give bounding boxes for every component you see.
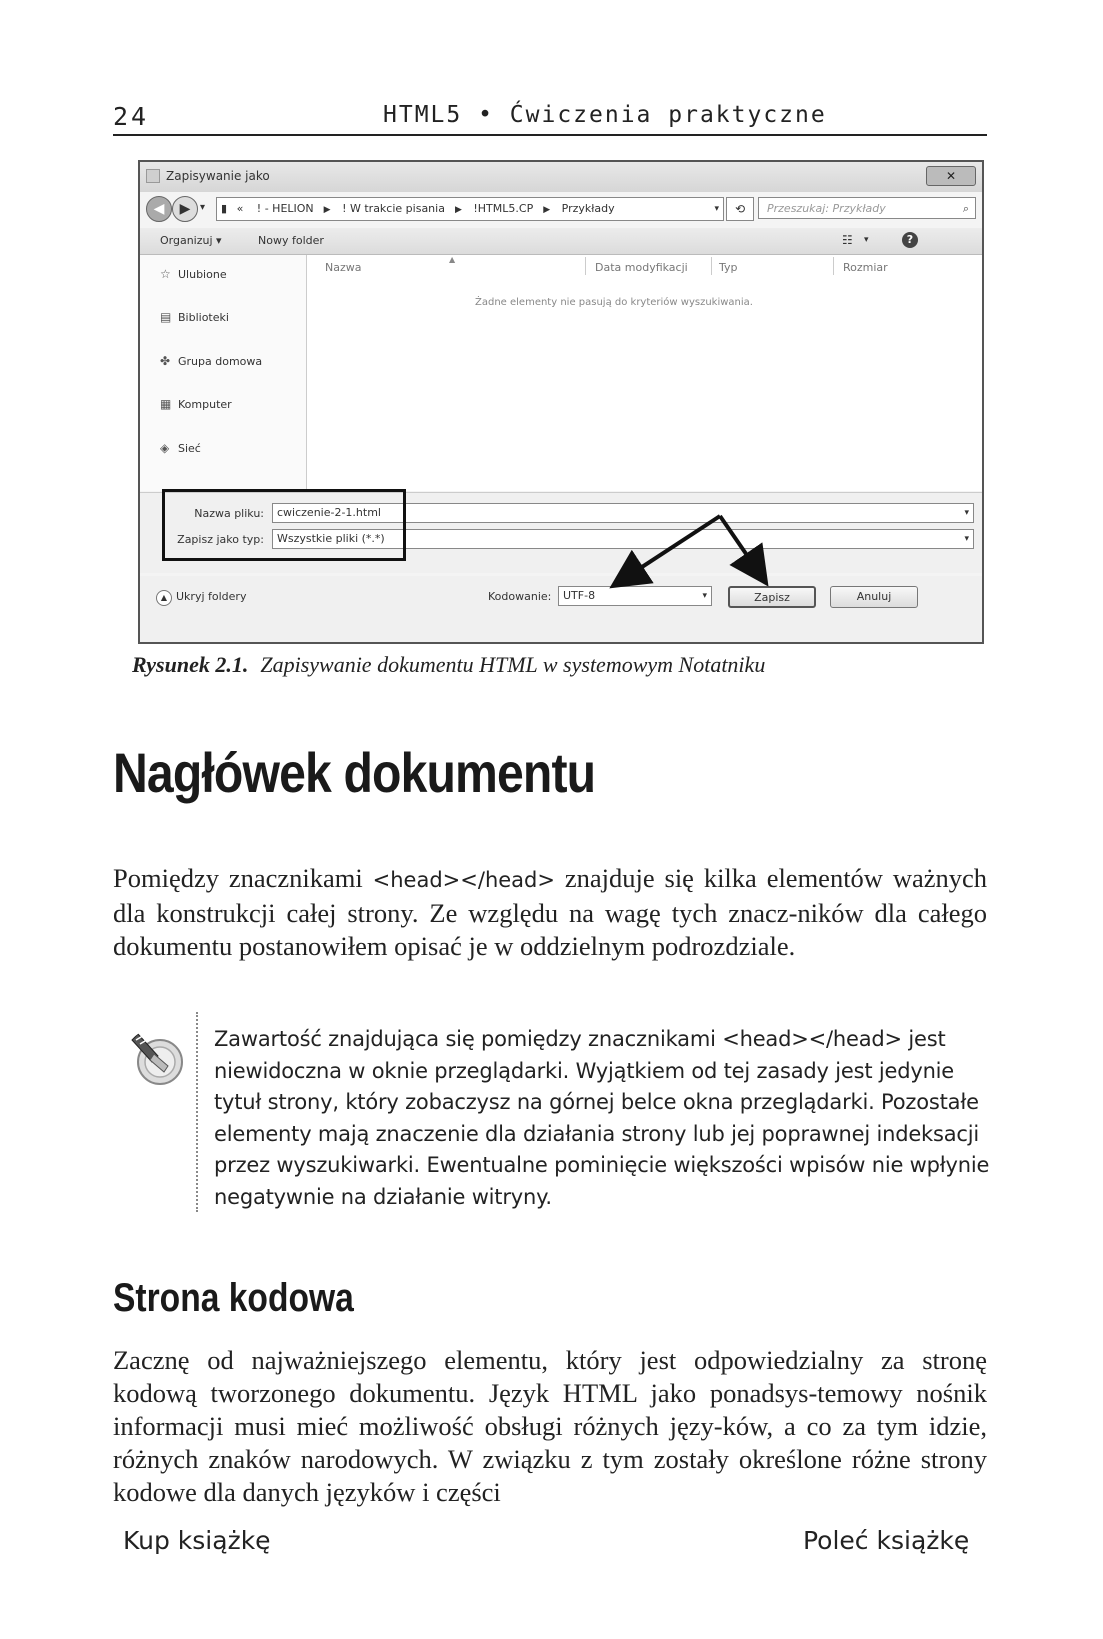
arrow-to-encoding [616,516,720,584]
nav-item-label: Ulubione [178,268,227,281]
column-header-type[interactable]: Typ [719,261,738,274]
sort-arrow-icon: ▲ [449,255,456,264]
encoding-dropdown-icon[interactable]: ▾ [702,591,707,601]
homegroup-icon: ✤ [160,354,171,368]
page-number: 24 [113,102,150,131]
close-icon[interactable]: ✕ [926,166,976,186]
paragraph-text: znajduje się kilka elementów ważnych dla konstrukcji całej strony. Ze względu na wagę tych znacz-ników dla całego dokumentu postanowiłem opisać je w oddzielnym podrozdziale. [113,863,988,961]
dialog-title: Zapisywanie jako [166,169,270,183]
breadcrumb-item[interactable]: ! - HELION [256,202,314,215]
arrow-to-save [720,516,764,580]
new-folder-button[interactable]: Nowy folder [258,234,324,247]
view-dropdown-icon[interactable]: ▾ [864,235,869,245]
breadcrumb-separator-icon: ▶ [543,205,551,215]
nav-item-label: Sieć [178,442,201,455]
filetype-dropdown-icon[interactable]: ▾ [964,534,969,544]
breadcrumb-separator-icon: ▶ [454,205,462,215]
note-divider [196,1012,198,1212]
nav-item-label: Komputer [178,398,232,411]
note-box [128,1012,988,1214]
filename-label: Nazwa pliku: [194,507,264,520]
help-icon[interactable]: ? [902,232,918,248]
cancel-button[interactable]: Anuluj [830,586,918,608]
subsection-paragraph: Zacznę od najważniejszego elementu, który jest odpowiedzialny za stronę kodową tworzonego dokumentu. Język HTML jako ponadsys-temowy nośnik informacji musi mieć możliwość obsługi różnych języ-ków, a co za tym idzie, różnych znaków narodowych. W związku z tym zostały określone różne strony kodowe dla danych języków i części [113,1345,987,1507]
refresh-icon[interactable]: ⟲ [726,197,754,221]
encoding-value: UTF-8 [563,589,596,602]
breadcrumb-item[interactable]: ! W trakcie pisania [342,202,445,215]
folder-icon: ▮ [221,202,228,215]
inline-code: <head></head> [372,868,555,892]
recommend-book-link[interactable]: Poleć książkę [803,1526,970,1555]
inline-code: <head></head> [722,1027,902,1051]
book-title: HTML5 • Ćwiczenia praktyczne [383,102,827,128]
search-icon[interactable]: ⌕ [962,202,969,215]
address-dropdown-icon[interactable]: ▾ [714,204,719,214]
back-arrow-icon[interactable]: ◀ [146,196,172,222]
figure-caption-text: Zapisywanie dokumentu HTML w systemowym Notatniku [260,652,766,677]
nav-item-label: Grupa domowa [178,355,263,368]
search-placeholder: Przeszukaj: Przykłady [767,202,886,215]
empty-results-message: Żadne elementy nie pasują do kryteriów wyszukiwania. [475,297,753,308]
library-icon: ▤ [160,310,172,324]
filename-dropdown-icon[interactable]: ▾ [964,508,969,518]
collapse-icon: ▲ [156,590,172,606]
network-icon: ◈ [160,441,170,455]
hide-folders-label: Ukryj foldery [176,590,247,603]
column-header-size[interactable]: Rozmiar [843,261,888,274]
forward-arrow-icon[interactable]: ▶ [172,196,198,222]
organize-button[interactable]: Organizuj ▾ [160,234,222,247]
breadcrumb-item[interactable]: Przykłady [561,202,615,215]
note-text-part: Zawartość znajdująca się pomiędzy znacznikami [214,1027,723,1051]
filetype-value: Wszystkie pliki (*.*) [277,532,385,545]
save-as-dialog-figure [138,160,984,644]
filename-value: cwiczenie-2-1.html [277,506,381,519]
figure-caption [132,652,765,678]
column-header-name[interactable]: Nazwa [325,261,362,274]
nav-item-label: Biblioteki [178,311,229,324]
save-button[interactable]: Zapisz [728,586,816,608]
star-icon: ☆ [160,267,171,281]
column-header-modified[interactable]: Data modyfikacji [595,261,688,274]
subsection-heading: Strona kodowa [113,1276,354,1320]
section-paragraph [113,862,987,963]
computer-icon: ▦ [160,397,172,411]
section-heading: Nagłówek dokumentu [113,741,596,804]
figure-number: Rysunek 2.1. [132,652,249,677]
encoding-label: Kodowanie: [488,590,552,603]
view-options-icon[interactable]: ☷ [842,233,853,247]
page-header [113,96,987,136]
annotation-arrows [140,162,984,644]
note-text [214,1024,992,1213]
breadcrumb-item[interactable]: !HTML5.CP [473,202,534,215]
filetype-label: Zapisz jako typ: [177,533,264,546]
note-text-part: jest niewidoczna w oknie przeglądarki. Wyjątkiem od tej zasady jest jedynie tytuł strony, który zobaczysz na górnej belce okna przeglądarki. Pozostałe elementy mają znaczenie dla działania strony lub jej poprawnej indeksacji przez wyszukiwarki. Ewentualne pominięcie większości wpisów nie wpłynie negatywnie na działanie witryny. [214,1027,990,1209]
lightbulb-icon [128,1026,188,1086]
breadcrumb-separator-icon: ▶ [323,205,331,215]
buy-book-link[interactable]: Kup książkę [123,1526,271,1555]
history-dropdown-icon[interactable]: ▾ [200,202,206,213]
breadcrumb-overflow[interactable]: « [236,202,244,215]
paragraph-text: Pomiędzy znacznikami [113,863,373,893]
